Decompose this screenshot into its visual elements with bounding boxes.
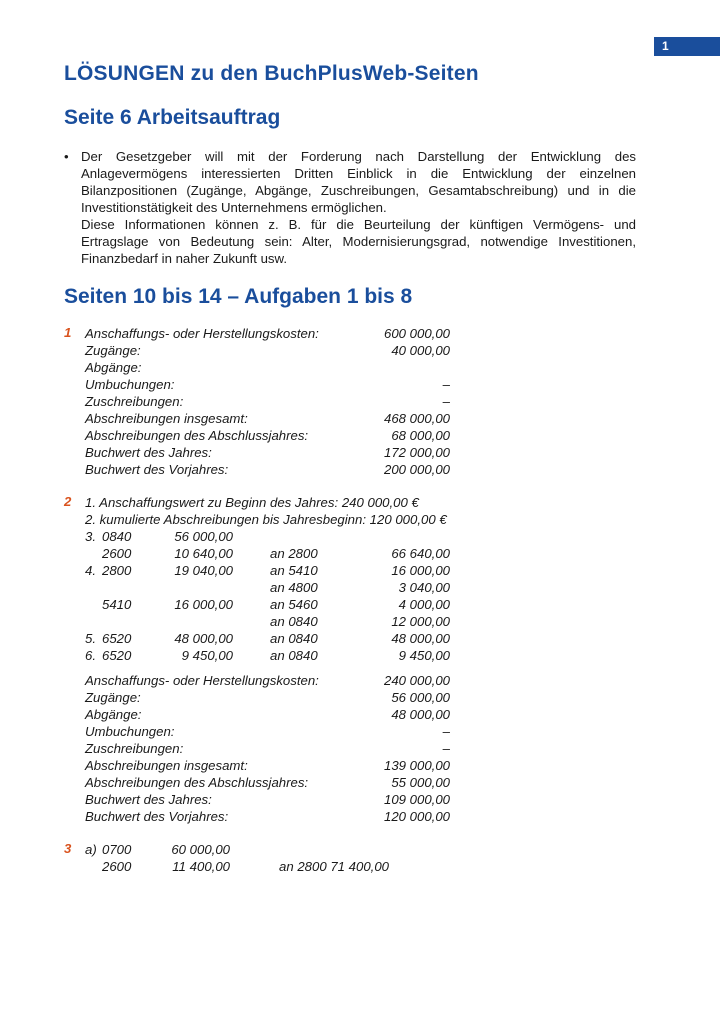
debit-amount: 10 640,00 <box>174 546 233 561</box>
task-2-summary-row <box>85 774 450 791</box>
debit-account: 5410 <box>102 597 132 612</box>
credit-account: an 5460 <box>270 597 318 612</box>
credit-amount: 48 000,00 <box>391 631 450 646</box>
credit-account: an 2800 <box>270 546 318 561</box>
task-2-summary-row <box>85 672 450 689</box>
task-1-value: – <box>442 377 450 392</box>
task-2-summary-row <box>85 723 450 740</box>
task-2-summary-label: Buchwert des Jahres: <box>85 792 212 807</box>
task-2-summary-value: 120 000,00 <box>383 809 450 824</box>
debit-account: 0840 <box>102 529 132 544</box>
paragraph-2: Diese Informationen können z. B. für die Beurteilung der künftigen Vermögens- und Ertragslage von Bedeutung sein: Alter, Modernisierungsgrad, notwendige Investitionen, Finanzbedarf in naher Zukunft usw. <box>81 217 636 266</box>
debit-account: 0700 <box>102 842 132 857</box>
task-1-label: Abgänge: <box>85 360 142 375</box>
task-1-row <box>85 427 450 444</box>
task-1-row <box>85 325 450 342</box>
credit-account: an 0840 <box>270 631 318 646</box>
task-1-value: 68 000,00 <box>391 428 450 443</box>
task-1-value: 468 000,00 <box>383 411 450 426</box>
task-2-line-2: 2. kumulierte Abschreibungen bis Jahresbeginn: 120 000,00 € <box>85 512 447 527</box>
credit-amount: 9 450,00 <box>398 648 450 663</box>
debit-account: 6520 <box>102 648 132 663</box>
task-2-summary <box>85 672 450 825</box>
task-2-summary-value: 56 000,00 <box>391 690 450 705</box>
journal-entry-row <box>85 841 415 858</box>
task-2-summary-value: 48 000,00 <box>391 707 450 722</box>
task-2-summary-row <box>85 791 450 808</box>
task-1-label: Abschreibungen insgesamt: <box>85 411 248 426</box>
section-heading-seite-6: Seite 6 Arbeitsauftrag <box>64 106 281 129</box>
debit-account: 2600 <box>102 859 132 874</box>
task-2-summary-label: Anschaffungs- oder Herstellungskosten: <box>85 673 319 688</box>
task-1-value: 600 000,00 <box>383 326 450 341</box>
task-number-3: 3 <box>64 841 72 856</box>
credit-account: an 4800 <box>270 580 318 595</box>
debit-account: 6520 <box>102 631 132 646</box>
debit-account: 2600 <box>102 546 132 561</box>
debit-amount: 56 000,00 <box>174 529 233 544</box>
entry-number: a) <box>85 842 97 857</box>
task-2-summary-label: Buchwert des Vorjahres: <box>85 809 229 824</box>
task-1-value: 40 000,00 <box>391 343 450 358</box>
task-2-summary-value: 240 000,00 <box>383 673 450 688</box>
task-1-label: Buchwert des Jahres: <box>85 445 212 460</box>
task-2-line-1: 1. Anschaffungswert zu Beginn des Jahres: 240 000,00 € <box>85 495 419 510</box>
task-1-row <box>85 376 450 393</box>
task-1-value: 172 000,00 <box>383 445 450 460</box>
entry-number: 3. <box>85 529 96 544</box>
task-2-summary-row <box>85 689 450 706</box>
task-1-row <box>85 461 450 478</box>
credit-account: an 0840 <box>270 614 318 629</box>
credit-amount: 4 000,00 <box>398 597 450 612</box>
task-2-summary-label: Zuschreibungen: <box>85 741 184 756</box>
debit-account: 2800 <box>102 563 132 578</box>
task-2-summary-label: Abgänge: <box>85 707 142 722</box>
task-2-summary-value: 55 000,00 <box>391 775 450 790</box>
journal-entry-row <box>85 858 415 875</box>
task-1-row <box>85 444 450 461</box>
task-2-entries <box>85 528 450 664</box>
credit-amount: 3 040,00 <box>398 580 450 595</box>
bullet-icon: • <box>64 149 69 164</box>
paragraph-1: Der Gesetzgeber will mit der Forderung nach Darstellung der Entwicklung des Anlagevermögens interessierten Dritten Einblick in die Entwicklung der einzelnen Bilanzpositionen (Zugänge, Abgänge, Zuschreibungen, Gesamtabschreibung) und in die Investitionstätigkeit des Unternehmens ermöglichen. <box>81 149 636 215</box>
entry-number: 4. <box>85 563 96 578</box>
task-1-table <box>85 325 450 478</box>
task-number-2: 2 <box>64 494 72 509</box>
task-2-summary-row <box>85 808 450 825</box>
task-2-header <box>85 494 485 528</box>
credit-entry: an 2800 71 400,00 <box>279 859 390 874</box>
task-1-row <box>85 410 450 427</box>
credit-account: an 0840 <box>270 648 318 663</box>
task-2-summary-row <box>85 740 450 757</box>
journal-entry-row <box>85 579 450 596</box>
journal-entry-row <box>85 528 450 545</box>
debit-amount: 11 400,00 <box>172 859 230 874</box>
task-2-summary-value: – <box>442 741 450 756</box>
journal-entry-row <box>85 647 450 664</box>
task-2-summary-label: Zugänge: <box>85 690 141 705</box>
task-2-summary-row <box>85 757 450 774</box>
task-1-label: Zuschreibungen: <box>85 394 184 409</box>
task-1-label: Anschaffungs- oder Herstellungskosten: <box>85 326 319 341</box>
page-title: LÖSUNGEN zu den BuchPlusWeb-Seiten <box>64 62 479 85</box>
arbeitsauftrag-paragraph <box>64 148 636 267</box>
task-1-value: – <box>442 394 450 409</box>
task-3-entries <box>85 841 415 875</box>
page-number: 1 <box>654 37 720 56</box>
task-2-summary-label: Umbuchungen: <box>85 724 175 739</box>
entry-number: 5. <box>85 631 96 646</box>
task-1-label: Umbuchungen: <box>85 377 175 392</box>
task-1-row <box>85 359 450 376</box>
task-2-summary-label: Abschreibungen des Abschlussjahres: <box>85 775 309 790</box>
journal-entry-row <box>85 562 450 579</box>
task-2-summary-value: 109 000,00 <box>383 792 450 807</box>
task-1-value: 200 000,00 <box>383 462 450 477</box>
journal-entry-row <box>85 596 450 613</box>
task-2-summary-value: 139 000,00 <box>383 758 450 773</box>
journal-entry-row <box>85 630 450 647</box>
task-1-row <box>85 342 450 359</box>
task-1-label: Buchwert des Vorjahres: <box>85 462 229 477</box>
debit-amount: 9 450,00 <box>181 648 233 663</box>
task-2-summary-value: – <box>442 724 450 739</box>
entry-number: 6. <box>85 648 96 663</box>
section-heading-aufgaben: Seiten 10 bis 14 – Aufgaben 1 bis 8 <box>64 285 413 308</box>
journal-entry-row <box>85 545 450 562</box>
task-2-summary-row <box>85 706 450 723</box>
debit-amount: 60 000,00 <box>171 842 230 857</box>
task-1-row <box>85 393 450 410</box>
credit-amount: 66 640,00 <box>391 546 450 561</box>
journal-entry-row <box>85 613 450 630</box>
credit-amount: 16 000,00 <box>391 563 450 578</box>
debit-amount: 16 000,00 <box>174 597 233 612</box>
debit-amount: 19 040,00 <box>174 563 233 578</box>
task-2-summary-label: Abschreibungen insgesamt: <box>85 758 248 773</box>
task-number-1: 1 <box>64 325 72 340</box>
debit-amount: 48 000,00 <box>174 631 233 646</box>
task-1-label: Zugänge: <box>85 343 141 358</box>
task-1-label: Abschreibungen des Abschlussjahres: <box>85 428 309 443</box>
credit-amount: 12 000,00 <box>391 614 450 629</box>
credit-account: an 5410 <box>270 563 318 578</box>
